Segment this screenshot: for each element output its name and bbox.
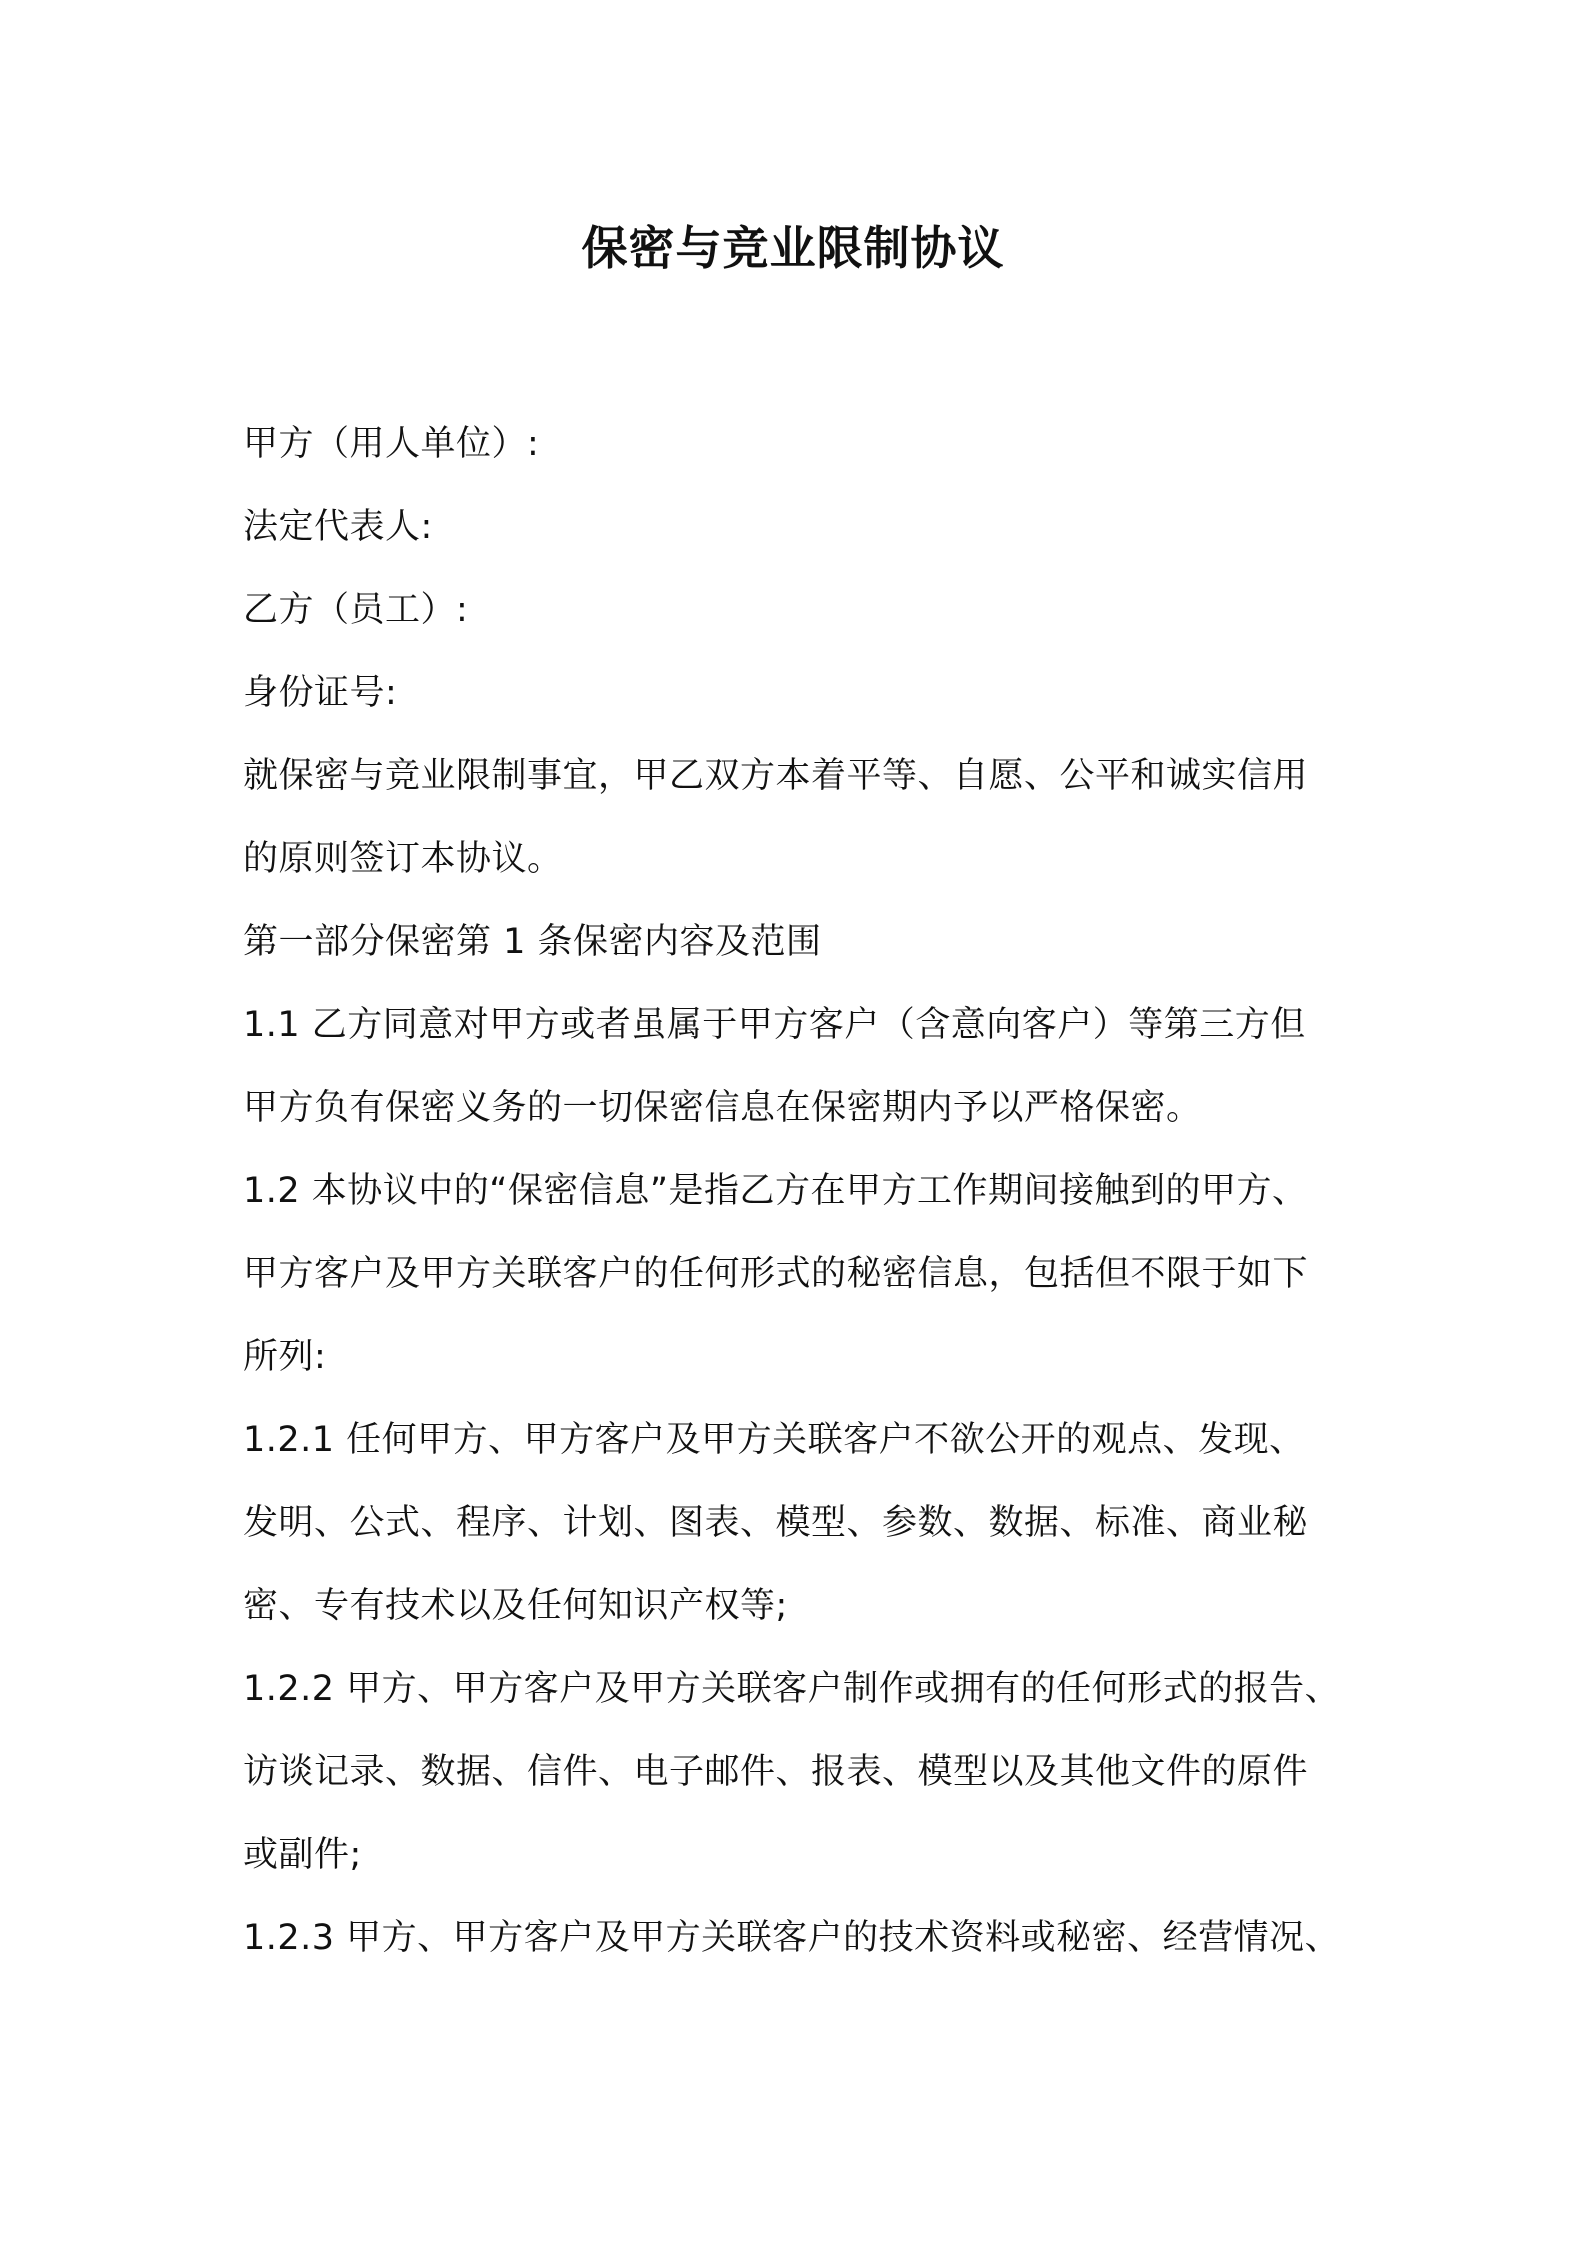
text-line-preamble-cont: 的原则签订本协议。 <box>243 839 563 879</box>
text-line-id-number: 身份证号: <box>243 673 398 713</box>
text-line-clause-1-2-1-cont: 发明、公式、程序、计划、图表、模型、参数、数据、标准、商业秘 <box>243 1503 1309 1543</box>
text-line-clause-1-2-cont: 甲方客户及甲方关联客户的任何形式的秘密信息，包括但不限于如下 <box>243 1254 1309 1294</box>
text-line-clause-1-2-3: 1.2.3 甲方、甲方客户及甲方关联客户的技术资料或秘密、经营情况、 <box>243 1918 1341 1958</box>
document-title: 保密与竞业限制协议 <box>581 221 1005 275</box>
text-line-clause-1-2-2: 1.2.2 甲方、甲方客户及甲方关联客户制作或拥有的任何形式的报告、 <box>243 1669 1341 1709</box>
text-line-clause-1-1-cont: 甲方负有保密义务的一切保密信息在保密期内予以严格保密。 <box>243 1088 1202 1128</box>
text-line-clause-1-1: 1.1 乙方同意对甲方或者虽属于甲方客户（含意向客户）等第三方但 <box>243 1005 1306 1045</box>
text-line-clause-1-2-1: 1.2.1 任何甲方、甲方客户及甲方关联客户不欲公开的观点、发现、 <box>243 1420 1305 1460</box>
text-line-clause-1-2-1-cont-2: 密、专有技术以及任何知识产权等; <box>243 1586 788 1626</box>
text-line-clause-1-2-cont-2: 所列: <box>243 1337 327 1377</box>
text-line-clause-1-2-2-cont: 访谈记录、数据、信件、电子邮件、报表、模型以及其他文件的原件 <box>243 1752 1309 1792</box>
text-line-personnel-unit: 甲方（用人单位）: <box>243 424 540 464</box>
text-line-legal-representative: 法定代表人: <box>243 507 433 547</box>
document-body <box>243 403 1373 1980</box>
text-line-preamble: 就保密与竞业限制事宜，甲乙双方本着平等、自愿、公平和诚实信用 <box>243 756 1309 796</box>
text-line-section-heading: 第一部分保密第 1 条保密内容及范围 <box>243 922 822 962</box>
text-line-clause-1-2-2-cont-2: 或副件; <box>243 1835 362 1875</box>
text-line-employee: 乙方（员工）: <box>243 590 469 630</box>
text-line-clause-1-2: 1.2 本协议中的“保密信息”是指乙方在甲方工作期间接触到的甲方、 <box>243 1171 1308 1211</box>
